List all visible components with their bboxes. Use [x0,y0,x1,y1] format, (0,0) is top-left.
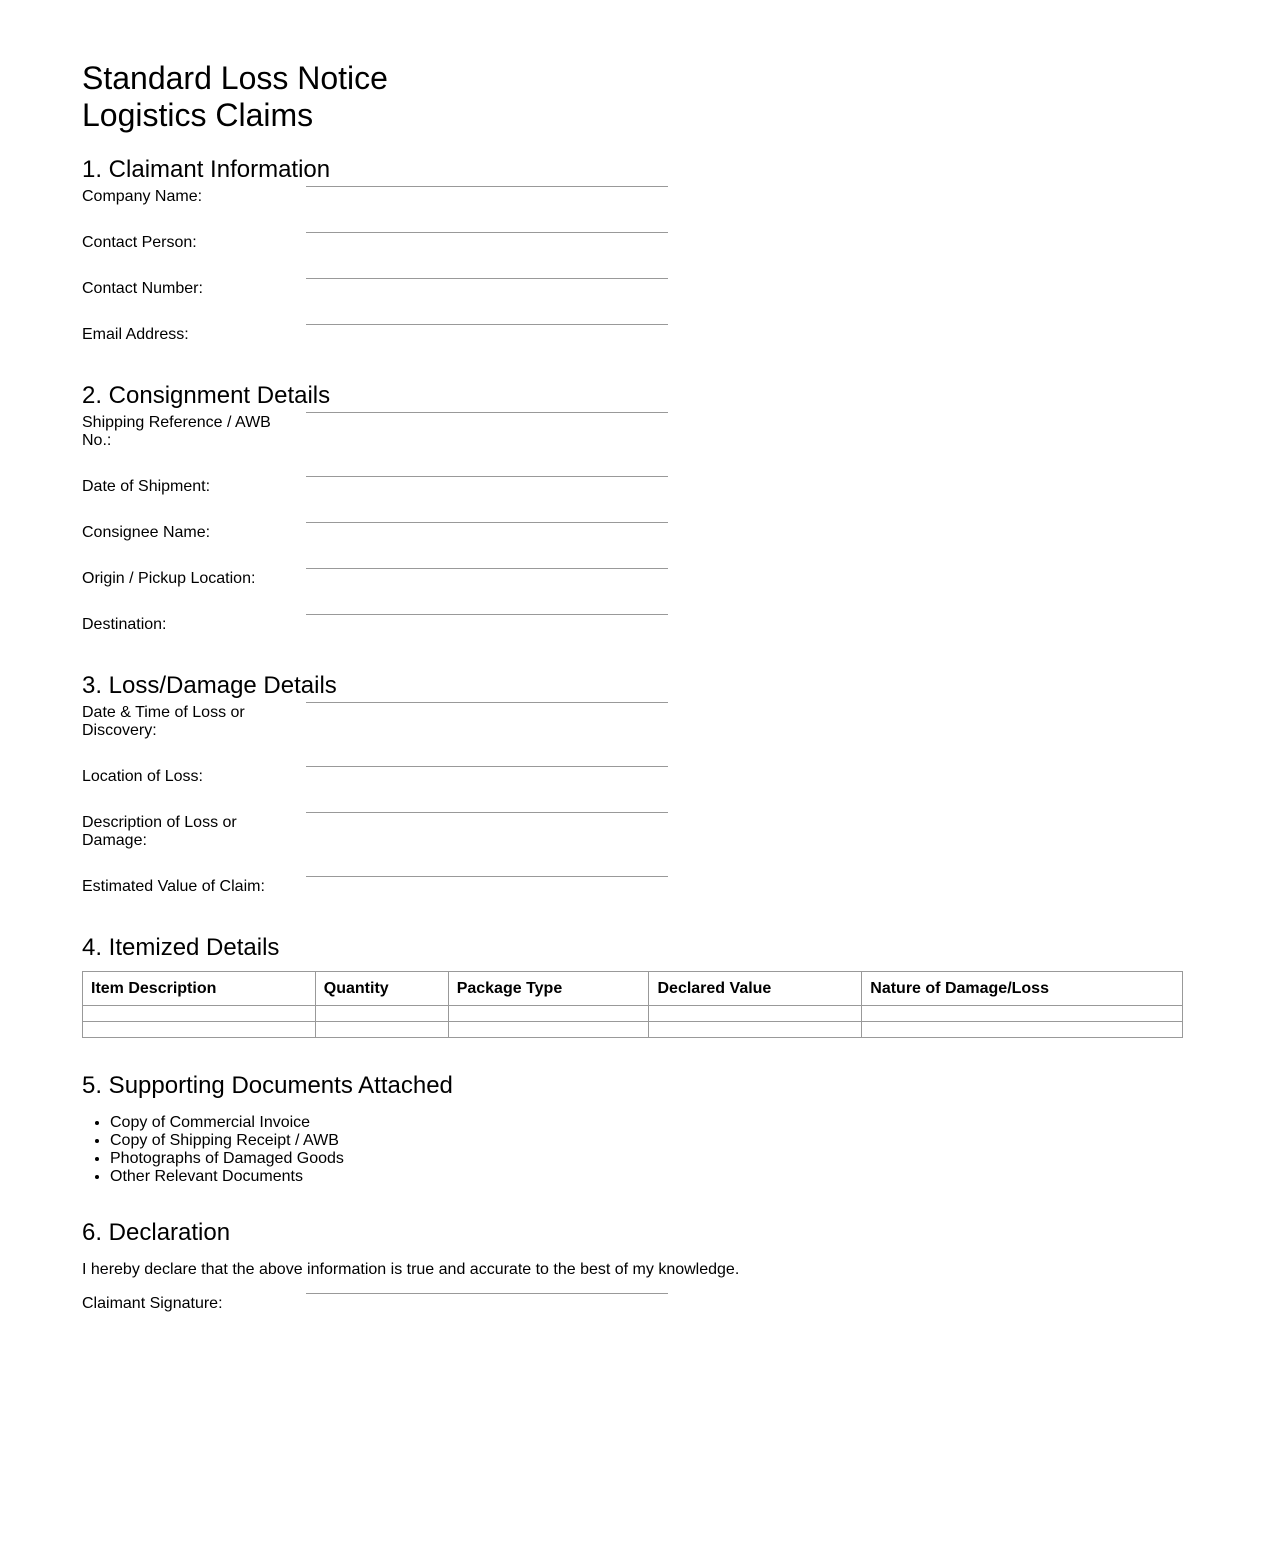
field-label: Consignee Name: [82,524,211,541]
field-label: Email Address: [82,326,189,343]
column-header-quantity: Quantity [315,972,448,1006]
origin-location-input-line[interactable] [306,568,668,569]
table-cell[interactable] [448,1022,649,1038]
section-title-claimant: 1. Claimant Information [82,156,331,183]
field-label: Description of Loss or Damage: [82,814,237,849]
field-label: Origin / Pickup Location: [82,570,256,587]
field-label: Company Name: [82,188,203,205]
section-title-documents: 5. Supporting Documents Attached [82,1072,453,1099]
shipping-reference-input-line[interactable] [306,412,668,413]
field-loss-description [82,812,1182,850]
table-cell[interactable] [862,1022,1183,1038]
loss-fields [82,702,1182,896]
section-title-declaration: 6. Declaration [82,1219,231,1246]
table-cell[interactable] [83,1022,316,1038]
title-line-2: Logistics Claims [82,97,314,133]
section-title-loss: 3. Loss/Damage Details [82,672,337,699]
field-consignee-name [82,522,1182,542]
field-email-address [82,324,1182,344]
field-claimant-signature [82,1293,1182,1313]
field-label: Date of Shipment: [82,478,211,495]
loss-description-input-line[interactable] [306,812,668,813]
column-header-declared-value: Declared Value [649,972,862,1006]
table-cell[interactable] [448,1006,649,1022]
list-item: • Other Relevant Documents [110,1168,1182,1186]
date-of-shipment-input-line[interactable] [306,476,668,477]
itemized-table [82,971,1183,1038]
field-shipping-reference [82,412,1182,450]
field-label: Destination: [82,616,167,633]
table-cell[interactable] [315,1006,448,1022]
table-row [83,1006,1183,1022]
field-label: Contact Number: [82,280,203,297]
field-origin-location [82,568,1182,588]
consignee-name-input-line[interactable] [306,522,668,523]
column-header-item-description: Item Description [83,972,316,1006]
field-company-name [82,186,1182,206]
field-label: Date & Time of Loss or Discovery: [82,704,245,739]
email-address-input-line[interactable] [306,324,668,325]
documents-list [82,1114,1182,1186]
signature-input-line[interactable] [306,1293,668,1294]
contact-number-input-line[interactable] [306,278,668,279]
table-cell[interactable] [649,1006,862,1022]
field-loss-datetime [82,702,1182,740]
field-contact-number [82,278,1182,298]
list-item: • Photographs of Damaged Goods [110,1150,1182,1168]
page-title [82,60,1182,134]
title-line-1: Standard Loss Notice [82,60,388,96]
field-destination [82,614,1182,634]
table-cell[interactable] [83,1006,316,1022]
field-label: Claimant Signature: [82,1295,223,1312]
table-header-row [83,972,1183,1006]
loss-location-input-line[interactable] [306,766,668,767]
field-loss-location [82,766,1182,786]
field-contact-person [82,232,1182,252]
table-row [83,1022,1183,1038]
claimant-fields [82,186,1182,344]
estimated-value-input-line[interactable] [306,876,668,877]
field-label: Location of Loss: [82,768,203,785]
list-item: • Copy of Shipping Receipt / AWB [110,1132,1182,1150]
section-title-consignment: 2. Consignment Details [82,382,331,409]
table-cell[interactable] [862,1006,1183,1022]
consignment-fields [82,412,1182,634]
destination-input-line[interactable] [306,614,668,615]
section-title-itemized: 4. Itemized Details [82,934,280,961]
table-cell[interactable] [315,1022,448,1038]
column-header-package-type: Package Type [448,972,649,1006]
column-header-nature-of-damage: Nature of Damage/Loss [862,972,1183,1006]
field-label: Estimated Value of Claim: [82,878,265,895]
list-item: • Copy of Commercial Invoice [110,1114,1182,1132]
declaration-text: I hereby declare that the above information is true and accurate to the best of my knowledge. [82,1261,740,1278]
field-date-of-shipment [82,476,1182,496]
field-label: Shipping Reference / AWB No.: [82,414,271,449]
table-cell[interactable] [649,1022,862,1038]
contact-person-input-line[interactable] [306,232,668,233]
loss-datetime-input-line[interactable] [306,702,668,703]
field-label: Contact Person: [82,234,197,251]
field-estimated-value [82,876,1182,896]
company-name-input-line[interactable] [306,186,668,187]
